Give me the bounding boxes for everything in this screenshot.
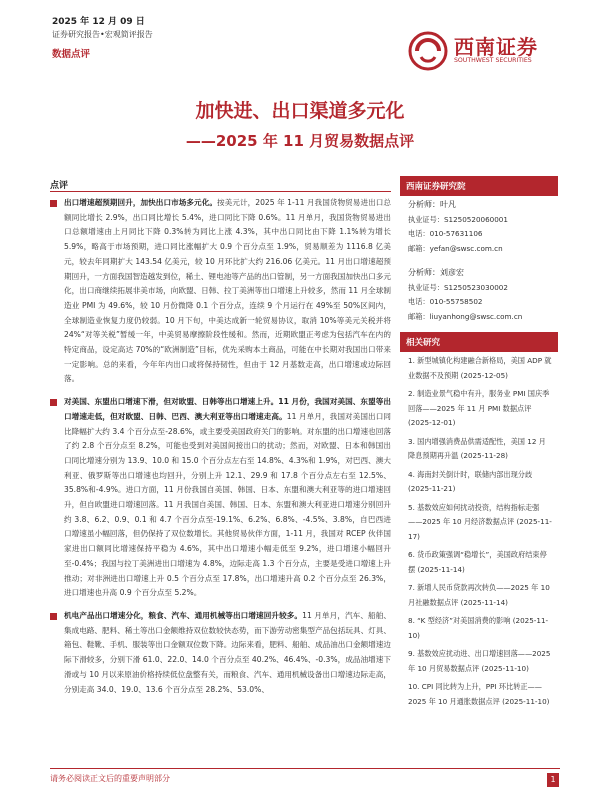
related-item[interactable]: 6. 货币政策强调“稳增长”，美国政府结束停摆 (2025-11-14) — [408, 550, 547, 574]
paragraph-products — [50, 609, 391, 697]
brand-mark-icon — [408, 31, 448, 71]
team-header: 西南证券研究院 — [400, 176, 558, 196]
related-item[interactable]: 8. “K 型经济”对美国消费的影响 (2025-11-10) — [408, 616, 549, 640]
related-item[interactable]: 4. 海南封关倒计时，联储内部出现分歧 (2025-11-21) — [408, 469, 533, 493]
report-category: 数据点评 — [52, 49, 91, 60]
paragraph-body: 按美元计，2025 年 1-11 月我国货物贸易进出口总额同比增长 2.9%，出口同比增长 5.4%，进口同比下降 0.6%。11 月单月，我国货物贸易进出口总额增速由上月同比下降 0.3%转为同比上涨 4.3%，其中出口同比由下降 1.1%转为增长 5.9%，略高于市场预期，进口同比涨幅扩大 0.9 个百分点至 1.9%，贸易顺差为 1116.8 亿美元，较去年同期扩大 143.54 亿美元，较 10 月环比扩大约 216.06 亿美元。11 月出口增速超预期回升，一方面我国智造越发到位，稀土、锂电池等产品的出口管制，另一方面我国加快出口多元化，出口商继续拓展非美市场，向欧盟、日韩、拉丁美洲等出口增速上升较多，然而 11 月全球制造业 PMI 为 49.6%，较 10 月份微降 0.1 个百分点，连续 9 个月运行在 49%至 50%区间内，全球制造业恢复力度仍较弱。10 月下旬，中美达成新一轮贸易协议，取消 10%等美元关税并将 24%“对等关税”暂缓一年，中美贸易摩擦阶段性缓和。然而，近期欧盟正考虑为包括汽车在内的特定商品，设定高达 70%的“欧洲制造”目标，优先采购本土商品，可能在中长期对我国出口带来一定影响。总的来看，今年年内出口或将保持韧性，但由于 12 月基数走高，出口增速或边际回落。 — [64, 198, 391, 384]
related-item[interactable]: 2. 制造业景气稳中有升，服务业 PMI 国庆季回落——2025 年 11 月 PMI 数据点评 (2025-12-01) — [408, 389, 550, 427]
related-item[interactable]: 9. 基数效应扰动进、出口增速回落——2025 年 10 月贸易数据点评 (2025-11-10) — [408, 649, 551, 673]
section-divider — [50, 191, 391, 192]
related-item[interactable]: 10. CPI 同比转为上升，PPI 环比转正——2025 年 10 月通胀数据点评 (2025-11-10) — [408, 682, 550, 706]
paragraph-lead: 对美国、东盟出口增速下滑，但对欧盟、日韩等出口增速上升。11 月份，我国对美国、东盟等出口增速走低，但对欧盟、日韩、巴西、澳大利亚等出口增速走高。 — [64, 397, 391, 421]
related-item[interactable]: 5. 基数效应如何扰动投资，结构指标走强——2025 年 10 月经济数据点评 (2025-11-17) — [408, 502, 552, 541]
footer-divider — [50, 768, 560, 769]
paragraph-partners — [50, 395, 391, 601]
section-label: 点评 — [50, 181, 69, 191]
footer-disclaimer: 请务必阅读正文后的重要声明部分 — [50, 774, 170, 783]
analyst-license: 执业证号：S1250523030002 — [408, 282, 508, 292]
brand-name-en: SOUTHWEST SECURITIES — [454, 57, 532, 64]
report-title: 加快进、出口渠道多元化 — [195, 100, 405, 122]
analyst-email[interactable]: 邮箱：liuyanhong@swsc.com.cn — [408, 311, 523, 321]
brand-name-cn: 西南证券 — [454, 35, 538, 59]
analyst-email[interactable]: 邮箱：yefan@swsc.com.cn — [408, 243, 503, 253]
related-list — [400, 352, 558, 709]
related-item[interactable]: 7. 新增人民币贷款再次转负——2025 年 10 月社融数据点评 (2025-11-14) — [408, 583, 550, 607]
bullet-icon — [50, 613, 57, 620]
paragraph-body: 11 月单月，我国对美国出口同比降幅扩大约 3.4 个百分点至-28.6%，或主要受美国政府关门的影响。对东盟的出口增速也回落了约 2.8 个百分点至 8.2%，可能也受到对美国间接出口的扰动；然而，对欧盟、日本和韩国出口同比增速分别为 13.9、10.0 和 15.0 个百分点左右至 14.8%、4.3%和 1.9%，对巴西、澳大利亚、俄罗斯等出口增速也均回升，分别上升 12.1、29.9 和 17.8 个百分点左右至 12.5%、35.8%和-4.9%。进口方面，11 月份我国自美国、韩国、日本、东盟和澳大利亚等的进口增速回升，但自欧盟进口增速回落。11 月我国自美国、韩国、日本、东盟和澳大利亚进口增速分别回升约 3.8、6.2、0.9、0.1 和 4.7 个百分点至-19.1%、6.2%、6.8%、-4.5%、3.8%，自巴西进口增速虽小幅回落，但仍保持了双位数增长。其他贸易伙伴方面，1-11 月，我国对 RCEP 伙伴国家进出口额同比增速保持平稳为 4.6%，其中出口增速小幅走低至 9.2%，进口增速小幅回升至-0.4%；我国与拉丁美洲进出口增速为 4.8%，边际走高 1.3 个百分点，主要是受进口增速上升推动；对非洲进出口增速上升 0.5 个百分点至 17.8%，出口增速升高 0.2 个百分点至 26.3%，进口增速也升高 0.9 个百分点至 5.2%。 — [64, 411, 391, 598]
bullet-icon — [50, 399, 57, 406]
report-type: 证券研究报告•宏观简评报告 — [52, 30, 153, 39]
related-item[interactable]: 1. 新型城镇化构建融合新格局，美国 ADP 就业数据不及预期 (2025-12-05) — [408, 356, 552, 380]
analyst-phone: 电话：010-55758502 — [408, 297, 483, 306]
paragraph-lead: 机电产品出口增速分化，粮食、汽车、通用机械等出口增速回升较多。 — [64, 610, 303, 620]
analyst-block — [400, 196, 558, 324]
report-date: 2025 年 12 月 09 日 — [52, 17, 145, 27]
analyst-name: 分析师：刘彦宏 — [408, 268, 464, 277]
page-number: 1 — [547, 773, 559, 787]
analyst-license: 执业证号：S1250520060001 — [408, 214, 508, 224]
sidebar — [400, 176, 558, 713]
analyst-phone: 电话：010-57631106 — [408, 229, 483, 238]
bullet-icon — [50, 200, 57, 207]
main-body — [50, 196, 391, 705]
analyst-name: 分析师：叶凡 — [408, 200, 456, 209]
related-header: 相关研究 — [400, 332, 558, 352]
paragraph-lead: 出口增速超预期回升，加快出口市场多元化。 — [64, 198, 218, 207]
paragraph-exports — [50, 196, 391, 387]
brand-logo — [408, 28, 560, 72]
related-item[interactable]: 3. 国内增强消费品供需适配性，美国 12 月降息预期再升温 (2025-11-28) — [408, 436, 546, 460]
report-subtitle: ——2025 年 11 月贸易数据点评 — [185, 132, 415, 150]
paragraph-body: 11 月单月，汽车、船舶、集成电路、肥料、稀土等出口金额维持双位数较快态势，而下游劳动密集型产品包括玩具、灯具、箱包、鞋靴、手机、服装等出口金额双位数下降。边际来看，肥料、船舶、成品油出口金额增速边际下滑较多，分别下滑 61.0、22.0、14.0 个百分点至 40.2%、46.4%、-0.3%，成品油增速下滑或与 10 月以来原油价格持续低位盘整有关，而粮食、汽车、通用机械设备出口增速边际走高，分别走高 34.0、19.0、13.6 个百分点至 28.2%、53.0%、 — [64, 610, 391, 694]
